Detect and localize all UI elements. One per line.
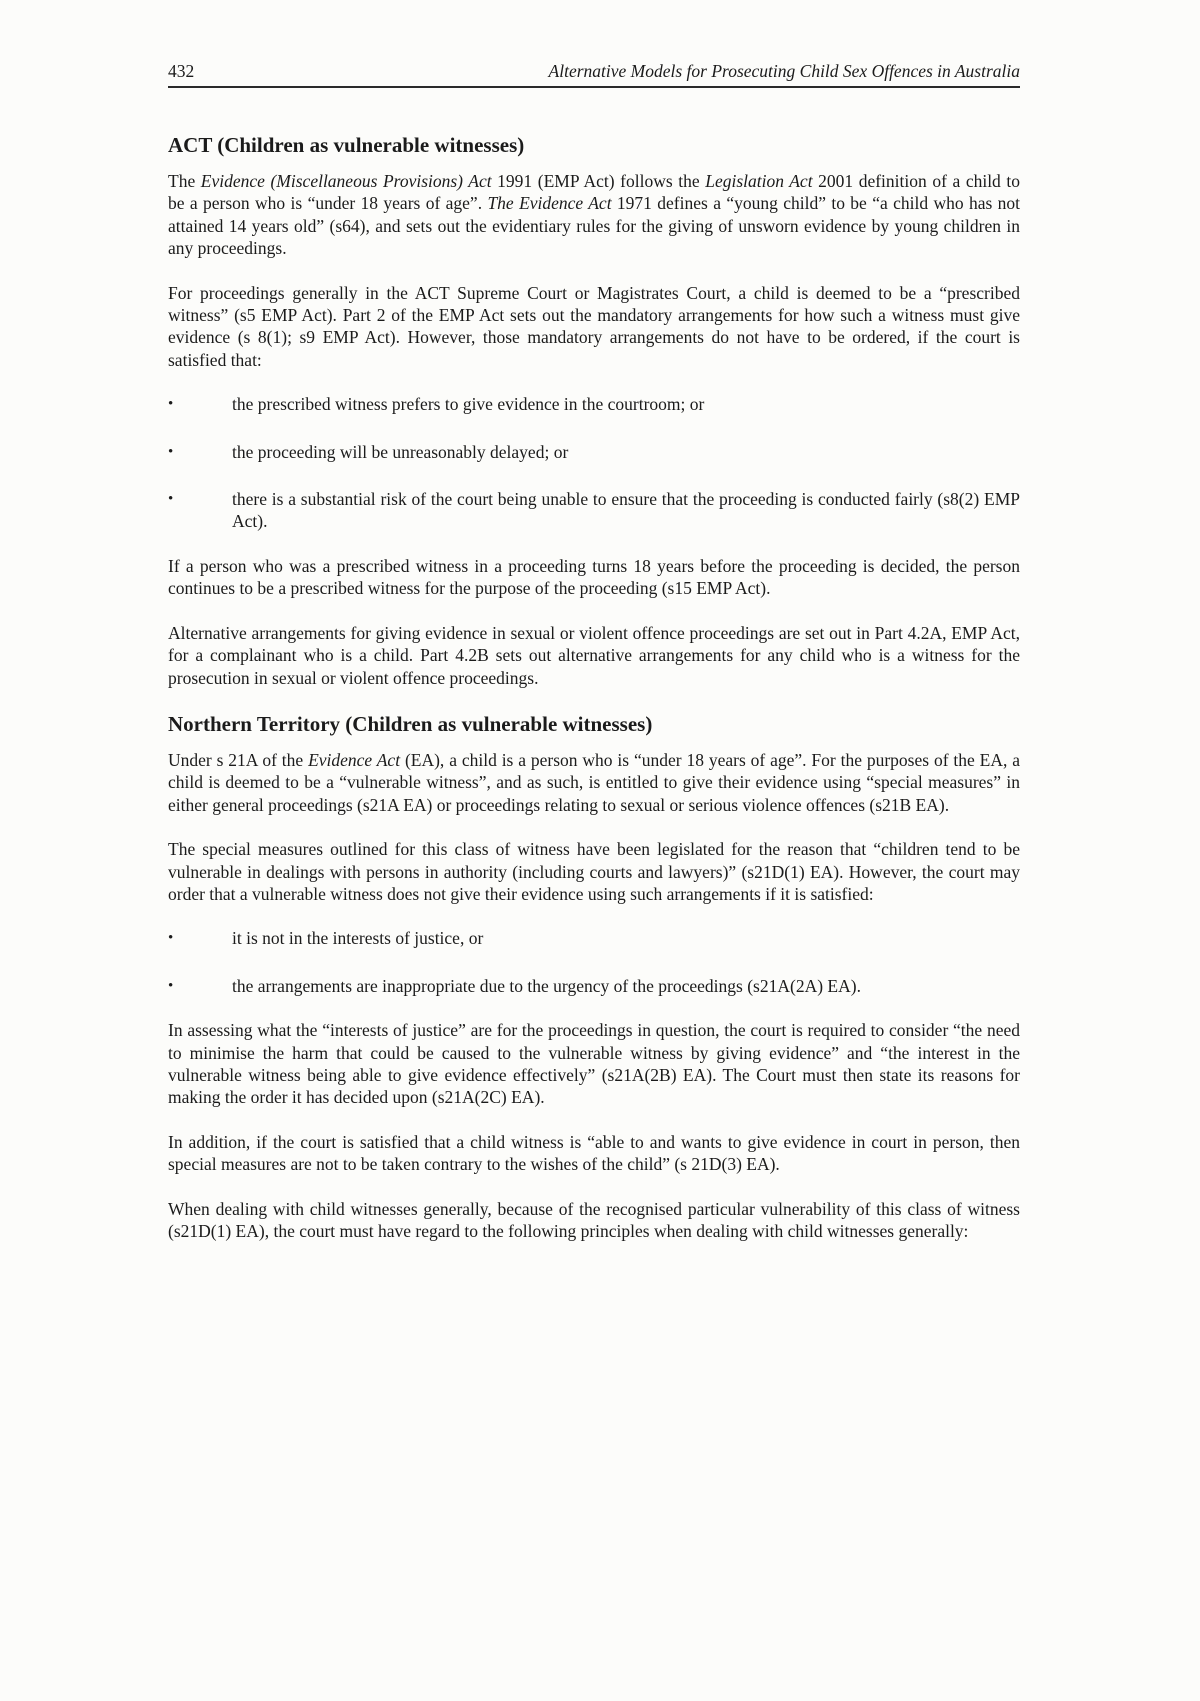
paragraph-nt-2: The special measures outlined for this class of witness have been legislated for the reason that “children tend to be vulnerable in dealings with persons in authority (including courts and lawyers)” (s21D(1) EA). However, the court may order that a vulnerable witness does not give their evidence using such arrangements if it is satisfied:: [168, 839, 1020, 904]
page-number: 432: [168, 61, 195, 81]
bullet-list-act: [168, 393, 1020, 533]
bullet-list-nt: [168, 927, 1020, 997]
bullet-item-text: the prescribed witness prefers to give evidence in the courtroom; or: [232, 394, 705, 415]
bullet-icon: •: [168, 491, 174, 508]
page-header: [168, 60, 1020, 88]
bullet-item-text: there is a substantial risk of the court being unable to ensure that the proceeding is conducted fairly (s8(2) EMP Act).: [232, 489, 1020, 532]
paragraph-nt-5: When dealing with child witnesses generally, because of the recognised particular vulnerability of this class of witness (s21D(1) EA), the court must have regard to the following principles when dealing with child witnesses generally:: [168, 1198, 1020, 1241]
bullet-item: [168, 441, 1020, 463]
section-heading-act: ACT (Children as vulnerable witnesses): [168, 133, 525, 157]
paragraph-act-1: The Evidence (Miscellaneous Provisions) Act 1991 (EMP Act) follows the Legislation Act 2001 definition of a child to be a person who is “under 18 years of age”. The Evidence Act 1971 defines a “young child” to be “a child who has not attained 14 years old” (s64), and sets out the evidentiary rules for the giving of unsworn evidence by young children in any proceedings.: [168, 171, 1021, 259]
bullet-item-text: it is not in the interests of justice, or: [232, 928, 484, 949]
paragraph-act-2: For proceedings generally in the ACT Supreme Court or Magistrates Court, a child is deemed to be a “prescribed witness” (s5 EMP Act). Part 2 of the EMP Act sets out the mandatory arrangements for how such a witness must give evidence (s 8(1); s9 EMP Act). However, those mandatory arrangements do not have to be ordered, if the court is satisfied that:: [168, 282, 1020, 370]
bullet-item: [168, 393, 1020, 415]
bullet-item: [168, 488, 1020, 533]
paragraph-act-3: If a person who was a prescribed witness in a proceeding turns 18 years before the proceeding is decided, the person continues to be a prescribed witness for the purpose of the proceeding (s15 EMP Act).: [168, 555, 1020, 599]
section-heading-nt: Northern Territory (Children as vulnerable witnesses): [168, 711, 653, 736]
paragraph-act-4: Alternative arrangements for giving evidence in sexual or violent offence proceedings are set out in Part 4.2A, EMP Act, for a complainant who is a child. Part 4.2B sets out alternative arrangements for any child who is a witness for the prosecution in sexual or violent offence proceedings.: [168, 622, 1020, 688]
running-title: Alternative Models for Prosecuting Child Sex Offences in Australia: [548, 61, 1020, 81]
bullet-item: [168, 975, 1020, 997]
paragraph-nt-4: In addition, if the court is satisfied that a child witness is “able to and wants to give evidence in court in person, then special measures are not to be taken contrary to the wishes of the child” (s 21D(3) EA).: [168, 1131, 1020, 1175]
paragraph-nt-3: In assessing what the “interests of justice” are for the proceedings in question, the court is required to consider “the need to minimise the harm that could be caused to the vulnerable witness by giving evidence” and “the interest in the vulnerable witness being able to give evidence effectively” (s21A(2B) EA). The Court must then state its reasons for making the order it has decided upon (s21A(2C) EA).: [168, 1020, 1020, 1108]
bullet-item-text: the arrangements are inappropriate due to the urgency of the proceedings (s21A(2A) EA).: [232, 975, 861, 996]
bullet-icon: •: [168, 396, 174, 413]
bullet-item-text: the proceeding will be unreasonably delayed; or: [232, 441, 569, 462]
bullet-icon: •: [168, 977, 174, 994]
bullet-item: [168, 927, 1020, 949]
bullet-icon: •: [168, 930, 174, 947]
bullet-icon: •: [168, 443, 174, 460]
paragraph-nt-1: Under s 21A of the Evidence Act (EA), a child is a person who is “under 18 years of age”. For the purposes of the EA, a child is deemed to be a “vulnerable witness”, and as such, is entitled to give their evidence using “special measures” in either general proceedings (s21A EA) or proceedings relating to sexual or serious violence offences (s21B EA).: [168, 749, 1020, 815]
